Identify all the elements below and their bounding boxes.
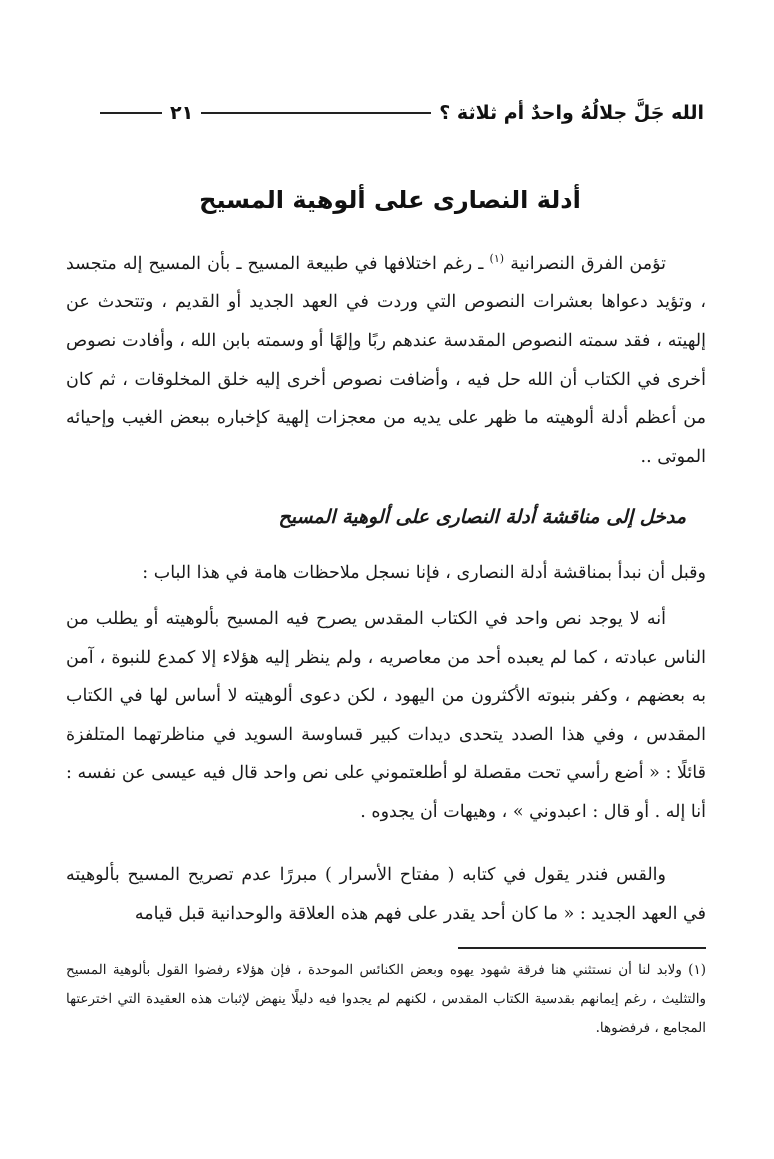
chapter-title: أدلة النصارى على ألوهية المسيح	[199, 186, 581, 214]
page-number: ٢١	[170, 102, 194, 124]
running-header	[92, 96, 704, 130]
paragraph-1-rest: ـ رغم اختلافها في طبيعة المسيح ـ بأن المسيح إله متجسد ، وتؤيد دعواها بعشرات النصوص التي وردت في العهد الجديد أو القديم ، وتتحدث عن إلهيته ، فقد سمته النصوص المقدسة عندهم ربًا وإلهًا أو وسمته بابن الله ، وأفادت نصوص أخرى في الكتاب أن الله حل فيه ، وأضافت نصوص أخرى إليه خلق المخلوقات ، ثم كان من أعظم أدلة ألوهيته ما ظهر على يديه من معجزات إلهية كإخباره ببعض الغيب وإحيائه الموتى ..	[66, 253, 706, 467]
paragraph-1	[66, 240, 706, 476]
header-rule	[201, 112, 431, 114]
paragraph-2: وقبل أن نبدأ بمناقشة أدلة النصارى ، فإنا نسجل ملاحظات هامة في هذا الباب :	[142, 563, 706, 583]
section-subheading: مدخل إلى مناقشة أدلة النصارى على ألوهية المسيح	[278, 506, 686, 528]
header-rule-end	[100, 112, 162, 114]
paragraph-3: أنه لا يوجد نص واحد في الكتاب المقدس يصرح فيه المسيح بألوهيته أو يطلب من الناس عبادته ، كما لم يعبده أحد من معاصريه ، ولم ينظر إليه هؤلاء إلا كمدع للنبوة ، آمن به بعضهم ، وكفر بنبوته الأكثرون من اليهود ، لكن دعوى ألوهيته لا أساس لها في الكتاب المقدس ، وفي هذا الصدد يتحدى ديدات كبير قساوسة السويد في مناظرتهما المتلفزة قائلًا : « أضع رأسي تحت مقصلة لو أطلعتموني على نص واحد قال فيه عيسى عن نفسه : أنا إله . أو قال : اعبدوني » ، وهيهات أن يجدوه .	[66, 609, 706, 822]
paragraph-1-lead: تؤمن الفرق النصرانية	[510, 253, 666, 274]
running-title: الله جَلَّ جلالُهُ واحدٌ أم ثلاثة ؟	[439, 102, 704, 124]
footnote-marker[interactable]: (١)	[489, 252, 505, 265]
footnote-divider	[458, 947, 706, 949]
paragraph-4: والقس فندر يقول في كتابه ( مفتاح الأسرار ) مبررًا عدم تصريح المسيح بألوهيته في العهد الجديد : « ما كان أحد يقدر على فهم هذه العلاقة والوحدانية قبل قيامه	[66, 865, 706, 924]
footnote: (١) ولابد لنا أن نستثني هنا فرقة شهود يهوه وبعض الكنائس الموحدة ، فإن هؤلاء رفضوا القول بألوهية المسيح والتثليث ، رغم إيمانهم بقدسية الكتاب المقدس ، لكنهم لم يجدوا فيه دليلًا ينهض لإثبات هذه العقيدة التي اخترعتها المجامع ، فرفضوها.	[66, 962, 706, 1036]
